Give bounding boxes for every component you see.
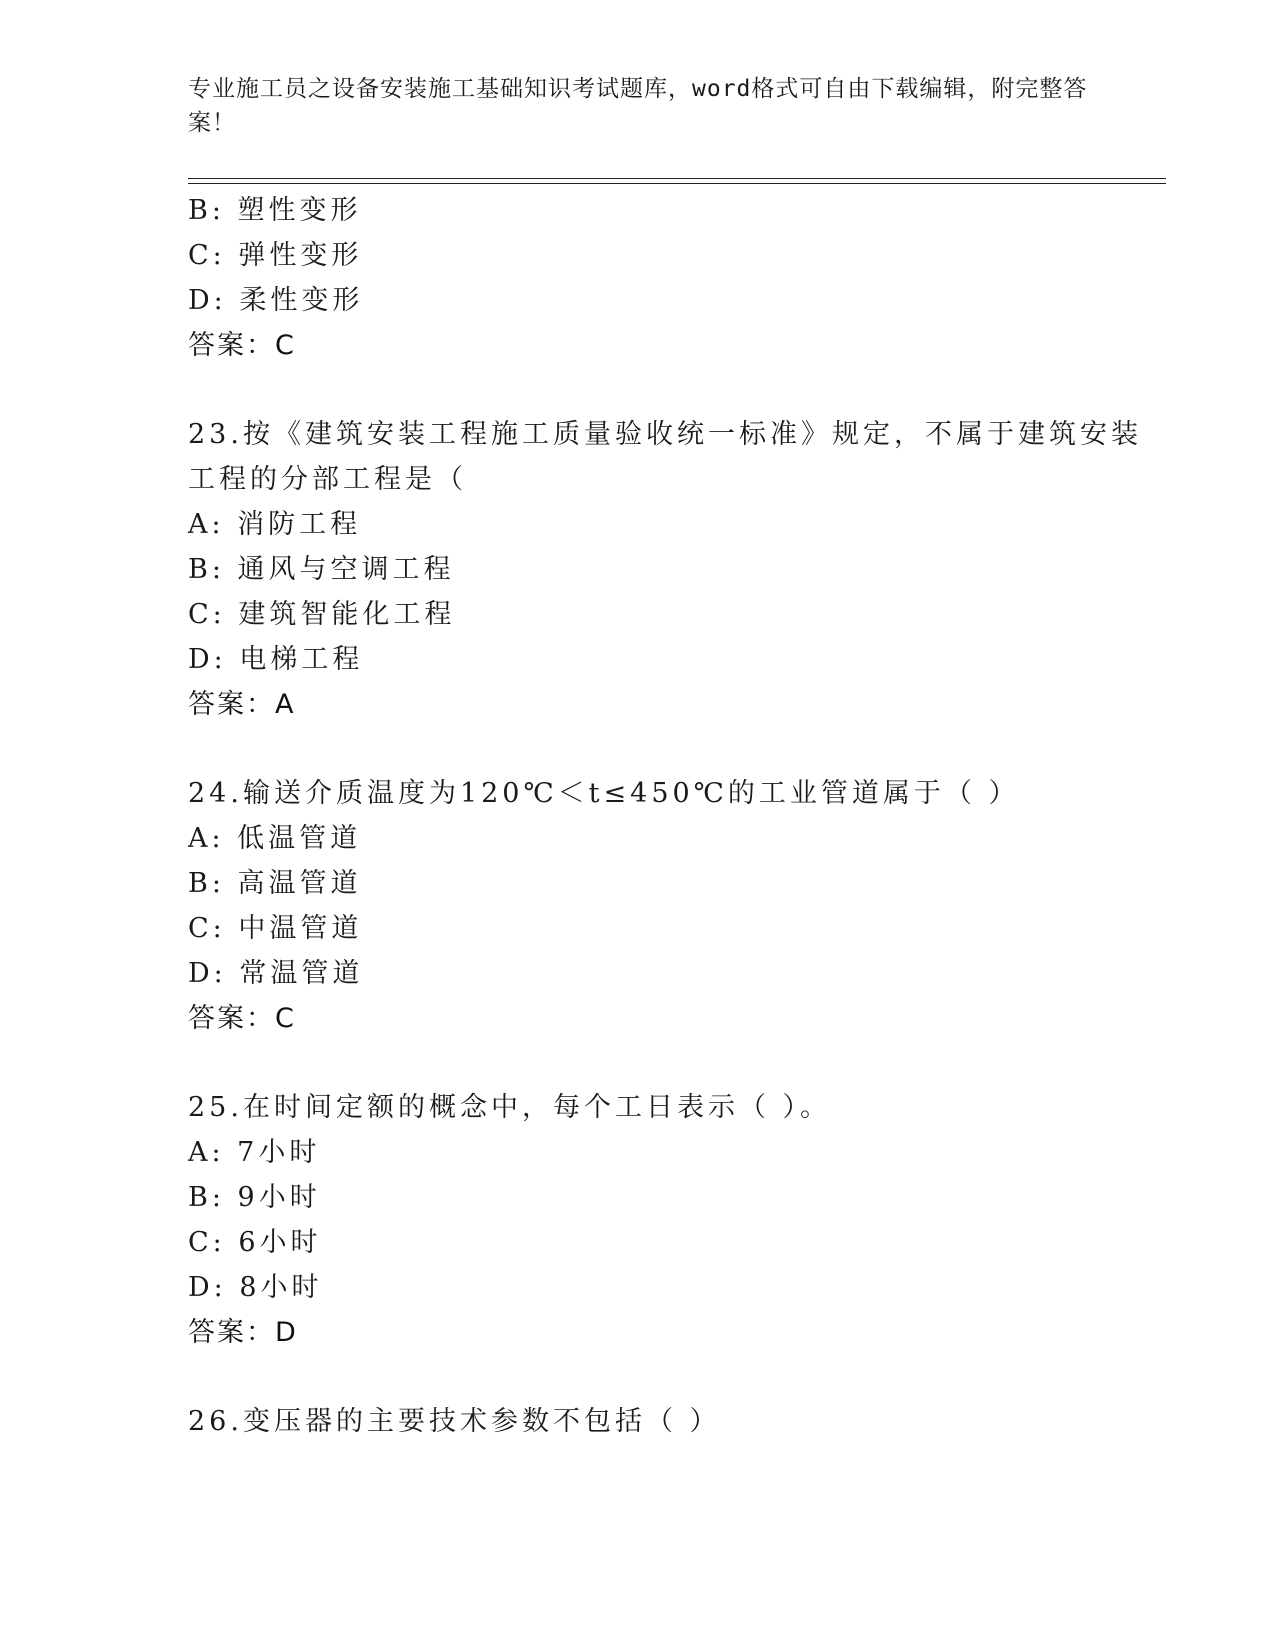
header-divider-bottom — [188, 183, 1166, 184]
q25-option-d: D: 8小时 — [188, 1272, 323, 1303]
q23-option-c: C: 建筑智能化工程 — [188, 599, 456, 630]
q25-question-line1: 25.在时间定额的概念中，每个工日表示（ ）。 — [188, 1092, 832, 1123]
document-header: 专业施工员之设备安装施工基础知识考试题库，word格式可自由下载编辑，附完整答案！ — [188, 76, 1088, 136]
header-divider-top — [188, 178, 1166, 179]
q25-answer: 答案：D — [188, 1317, 298, 1348]
q23-option-d: D: 电梯工程 — [188, 644, 364, 675]
q24-option-a: A: 低温管道 — [188, 823, 362, 854]
q24-question-line1: 24.输送介质温度为120℃＜t≤450℃的工业管道属于（ ） — [188, 778, 1020, 809]
q25-option-a: A: 7小时 — [188, 1137, 321, 1168]
q22-answer: 答案：C — [188, 330, 296, 361]
q26-question-line1: 26.变压器的主要技术参数不包括（ ） — [188, 1406, 721, 1437]
q25-option-c: C: 6小时 — [188, 1227, 322, 1258]
q24-option-d: D: 常温管道 — [188, 958, 364, 989]
q22-option-b: B: 塑性变形 — [188, 195, 362, 226]
q23-option-b: B: 通风与空调工程 — [188, 554, 455, 585]
q24-option-b: B: 高温管道 — [188, 868, 362, 899]
q22-option-c: C: 弹性变形 — [188, 240, 363, 271]
q24-option-c: C: 中温管道 — [188, 913, 363, 944]
q24-answer: 答案：C — [188, 1003, 296, 1034]
q23-option-a: A: 消防工程 — [188, 509, 362, 540]
q23-answer: 答案：A — [188, 689, 296, 720]
q23-question-line2: 工程的分部工程是（ — [188, 464, 467, 495]
q22-option-d: D: 柔性变形 — [188, 285, 364, 316]
q25-option-b: B: 9小时 — [188, 1182, 321, 1213]
q23-question-line1: 23.按《建筑安装工程施工质量验收统一标准》规定，不属于建筑安装 — [188, 419, 1142, 450]
